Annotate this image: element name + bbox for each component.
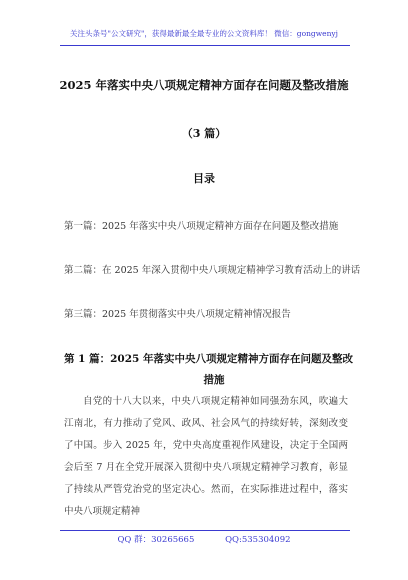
toc-item-1[interactable]: 第一篇：2025 年落实中央八项规定精神方面存在问题及整改措施 [64, 221, 339, 232]
section-title-line1: 第 1 篇：2025 年落实中央八项规定精神方面存在问题及整改 [64, 353, 353, 365]
header-note: 关注头条号"公文研究"，获得最新最全最专业的公文资料库！ 微信：gongwenyj [70, 29, 338, 38]
footer-qq-group: QQ 群：30265665 [117, 535, 195, 545]
footer-qq-number: QQ:535304092 [225, 535, 291, 545]
section-title-line2: 措施 [203, 374, 225, 386]
document-count: （3 篇） [181, 127, 227, 140]
header-divider [60, 45, 350, 46]
toc-heading: 目录 [193, 172, 215, 185]
toc-item-3[interactable]: 第三篇：2025 年贯彻落实中央八项规定精神情况报告 [64, 309, 291, 320]
toc-item-2[interactable]: 第二篇：在 2025 年深入贯彻中央八项规定精神学习教育活动上的讲话 [64, 265, 361, 276]
section-title [64, 349, 364, 391]
document-title: 2025 年落实中央八项规定精神方面存在问题及整改措施 [59, 78, 349, 92]
footer [0, 533, 408, 545]
body-paragraph: 自党的十八大以来，中央八项规定精神如同强劲东风，吹遍大江南北，有力推动了党风、政风、社会风气的持续好转，深刻改变了中国。步入 2025 年，党中央高度重视作风建设，决定于全国两会后至 7 月在全党开展深入贯彻中央八项规定精神学习教育，彰显了持续从严管党治党的坚定决心。然而，在实际推进过程中，落实中央八项规定精神 [64, 396, 348, 517]
footer-divider [60, 530, 350, 531]
